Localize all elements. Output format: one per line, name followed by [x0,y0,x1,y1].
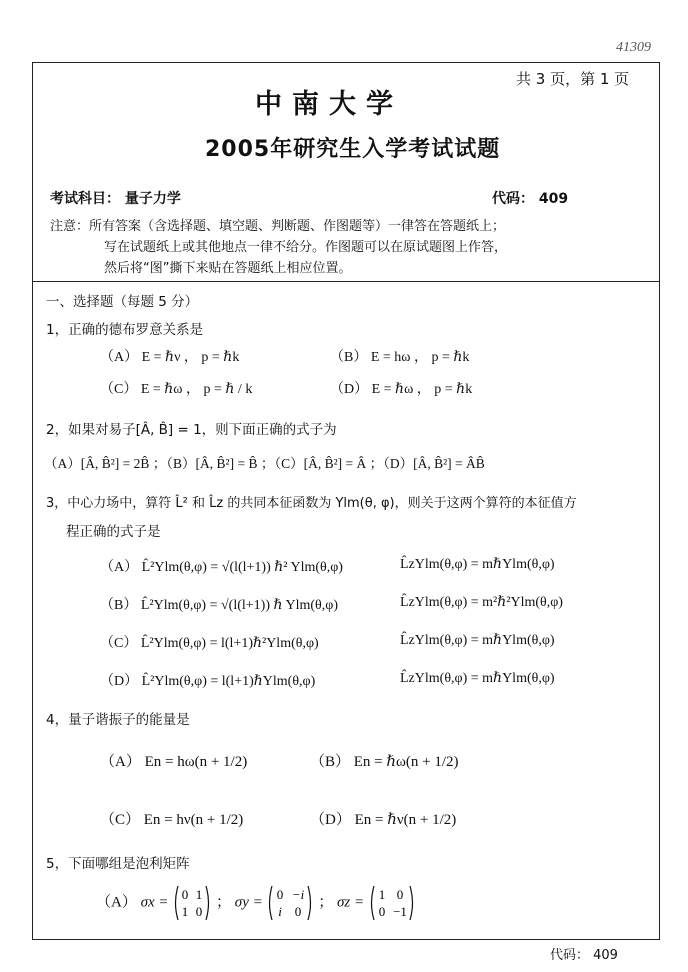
sigma-x-label: σx = [140,894,169,911]
exam-code: 代码： 409 [492,191,569,207]
subject-line: 考试科目： 量子力学 [50,191,181,207]
q5-stem: 5，下面哪组是泡利矩阵 [46,856,190,872]
university-title: 中南大学 [255,89,403,120]
q3-option-b-left: （B） L̂²Ylm(θ,φ) = √(l(l+1)) ℏ Ylm(θ,φ) [100,598,338,613]
sigma-z-m11: 1 [378,887,386,902]
q4-stem: 4，量子谐振子的能量是 [46,712,190,728]
sigma-y-m21: i [278,904,283,919]
q3-option-d-left: （D） L̂²Ylm(θ,φ) = l(l+1)ℏYlm(θ,φ) [100,674,316,689]
q1-option-a: （A） E = ℏν ， p = ℏk [100,350,240,365]
divider [32,281,660,282]
q3-stem-line-1: 3，中心力场中，算符 L̂² 和 L̂z 的共同本征函数为 Ylm(θ, φ)，则关于这两个算符的本征值方 [46,496,577,511]
sigma-x-m22: 0 [196,904,203,919]
q1-option-b: （B） E = hω ， p = ℏk [330,350,470,365]
sigma-y-m22: 0 [295,904,302,919]
sigma-z-label: σz = [337,894,365,911]
q4-option-b: （B） En = ℏω(n + 1/2) [310,754,459,770]
section-title: 一、选择题（每题 5 分） [46,294,199,310]
sigma-z-m12: 0 [396,887,404,902]
separator-2: ； [318,894,334,911]
separator-1: ； [216,894,232,911]
q1-stem: 1，正确的德布罗意关系是 [46,322,204,338]
q3-option-c-left: （C） L̂²Ylm(θ,φ) = l(l+1)ℏ²Ylm(θ,φ) [100,636,319,651]
q3-stem-line-2: 程正确的式子是 [66,524,161,540]
q5-option-label: （A） [96,894,137,911]
q3-option-a-right: L̂zYlm(θ,φ) = mℏYlm(θ,φ) [400,557,555,572]
sigma-x-matrix [172,884,212,922]
sigma-x-m12: 1 [196,887,203,902]
q2-stem: 2，如果对易子[Â, B̂] = 1，则下面正确的式子为 [46,422,337,438]
sigma-x-m11: 0 [182,887,189,902]
footer-code: 代码： 409 [550,948,618,963]
q5-option-a [96,884,416,922]
q3-option-c-right: L̂zYlm(θ,φ) = mℏYlm(θ,φ) [400,633,555,648]
sigma-z-m22: −1 [392,904,407,919]
page-info: 共 3 页，第 1 页 [516,70,630,88]
sigma-y-m11: 0 [277,887,284,902]
sigma-y-matrix [266,884,314,922]
sigma-z-matrix [368,884,416,922]
notice-line-2: 写在试题纸上或其他地点一律不给分。作图题可以在原试题图上作答， [104,240,508,255]
q4-option-d: （D） En = ℏν(n + 1/2) [310,812,457,828]
sigma-y-m12: −i [292,887,305,902]
q3-option-d-right: L̂zYlm(θ,φ) = mℏYlm(θ,φ) [400,671,555,686]
document-number: 41309 [616,40,651,55]
sigma-x-m21: 1 [182,904,189,919]
q1-option-c: （C） E = ℏω ， p = ℏ / k [100,382,253,397]
q1-option-d: （D） E = ℏω ， p = ℏk [330,382,473,397]
q3-option-a-left: （A） L̂²Ylm(θ,φ) = √(l(l+1)) ℏ² Ylm(θ,φ) [100,560,343,575]
q4-option-a: （A） En = hω(n + 1/2) [100,754,248,770]
notice-line-1: 注意：所有答案（含选择题、填空题、判断题、作图题等）一律答在答题纸上； [50,219,506,234]
sigma-z-m21: 0 [378,904,386,919]
q4-option-c: （C） En = hν(n + 1/2) [100,812,244,828]
notice-line-3: 然后将“图”撕下来贴在答题纸上相应位置。 [104,261,352,276]
sigma-y-label: σy = [234,894,263,911]
q2-options: （A）[Â, B̂²] = 2B̂ ；（B）[Â, B̂²] = B̂ ；（C）[Â, B̂²] = Â ；（D）[Â, B̂²] = ÂB̂ [44,456,485,471]
q3-option-b-right: L̂zYlm(θ,φ) = m²ℏ²Ylm(θ,φ) [400,595,563,610]
exam-title: 2005年研究生入学考试试题 [205,137,501,162]
